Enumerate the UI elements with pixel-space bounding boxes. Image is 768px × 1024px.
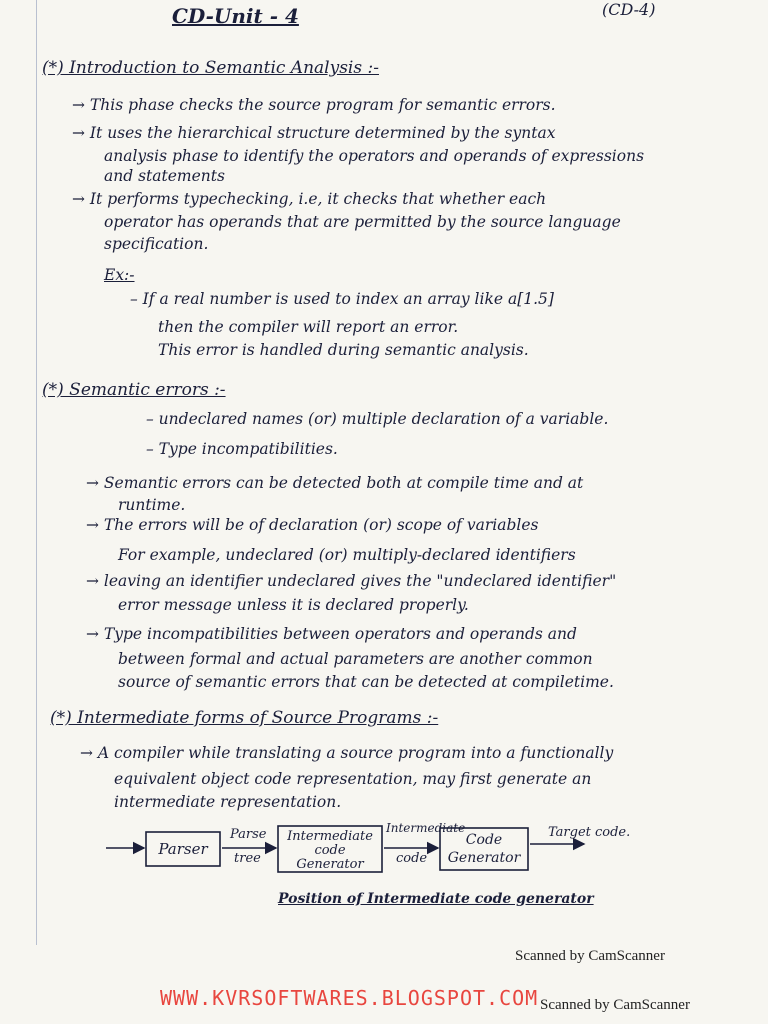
- figure-caption: Position of Intermediate code generator: [278, 891, 594, 907]
- icg-label: Intermediate: [287, 829, 373, 844]
- icg-label: Generator: [296, 857, 364, 872]
- text-line: operator has operands that are permitted by the source language: [104, 213, 621, 231]
- text-line: specification.: [104, 235, 209, 253]
- text-line: then the compiler will report an error.: [158, 318, 459, 336]
- text-line: → leaving an identifier undeclared gives the "undeclared identifier": [86, 572, 617, 590]
- text-line: → It uses the hierarchical structure determined by the syntax: [72, 124, 556, 142]
- compiler-phase-diagram: [0, 810, 768, 890]
- text-line: intermediate representation.: [114, 793, 342, 811]
- icg-label: code: [314, 843, 346, 858]
- intermediate-code-label: Intermediate: [386, 821, 466, 835]
- parser-label: Parser: [158, 840, 208, 858]
- target-code-label: Target code.: [548, 825, 631, 840]
- text-line: source of semantic errors that can be detected at compiletime.: [118, 673, 614, 691]
- text-line: → A compiler while translating a source program into a functionally: [80, 744, 614, 762]
- text-line: between formal and actual parameters are another common: [118, 650, 593, 668]
- blog-watermark: WWW.KVRSOFTWARES.BLOGSPOT.COM: [160, 986, 539, 1010]
- text-line: – Type incompatibilities.: [146, 440, 338, 458]
- text-line: error message unless it is declared properly.: [118, 596, 469, 614]
- text-line: → Semantic errors can be detected both at compile time and at: [86, 474, 584, 492]
- camscanner-mark: Scanned by CamScanner: [540, 997, 690, 1013]
- text-line: and statements: [104, 167, 225, 185]
- section-heading-intro: (*) Introduction to Semantic Analysis :-: [42, 58, 379, 78]
- code-generator-label: Generator: [447, 850, 521, 866]
- text-line: → This phase checks the source program for semantic errors.: [72, 96, 556, 114]
- text-line: analysis phase to identify the operators and operands of expressions: [104, 147, 645, 165]
- text-line: – undeclared names (or) multiple declaration of a variable.: [146, 410, 609, 428]
- text-line: For example, undeclared (or) multiply-declared identifiers: [118, 546, 576, 564]
- text-line: → Type incompatibilities between operators and operands and: [86, 625, 577, 643]
- intermediate-code-label: code: [396, 851, 428, 866]
- text-line: runtime.: [118, 496, 186, 514]
- text-line: This error is handled during semantic analysis.: [158, 341, 529, 359]
- corner-tag: (CD-4): [602, 0, 656, 19]
- section-heading-intermediate-forms: (*) Intermediate forms of Source Programs :-: [50, 708, 439, 728]
- text-line: – If a real number is used to index an array like a[1.5]: [130, 290, 554, 308]
- text-line: equivalent object code representation, may first generate an: [114, 770, 592, 788]
- parse-tree-label: tree: [234, 851, 261, 866]
- code-generator-label: Code: [465, 832, 503, 848]
- section-heading-semantic-errors: (*) Semantic errors :-: [42, 380, 226, 400]
- example-label: Ex:-: [104, 266, 135, 284]
- margin-line: [36, 0, 37, 945]
- camscanner-mark: Scanned by CamScanner: [515, 948, 665, 964]
- text-line: → The errors will be of declaration (or) scope of variables: [86, 516, 539, 534]
- parse-tree-label: Parse: [230, 827, 267, 842]
- page-title: CD-Unit - 4: [172, 4, 299, 28]
- text-line: → It performs typechecking, i.e, it checks that whether each: [72, 190, 547, 208]
